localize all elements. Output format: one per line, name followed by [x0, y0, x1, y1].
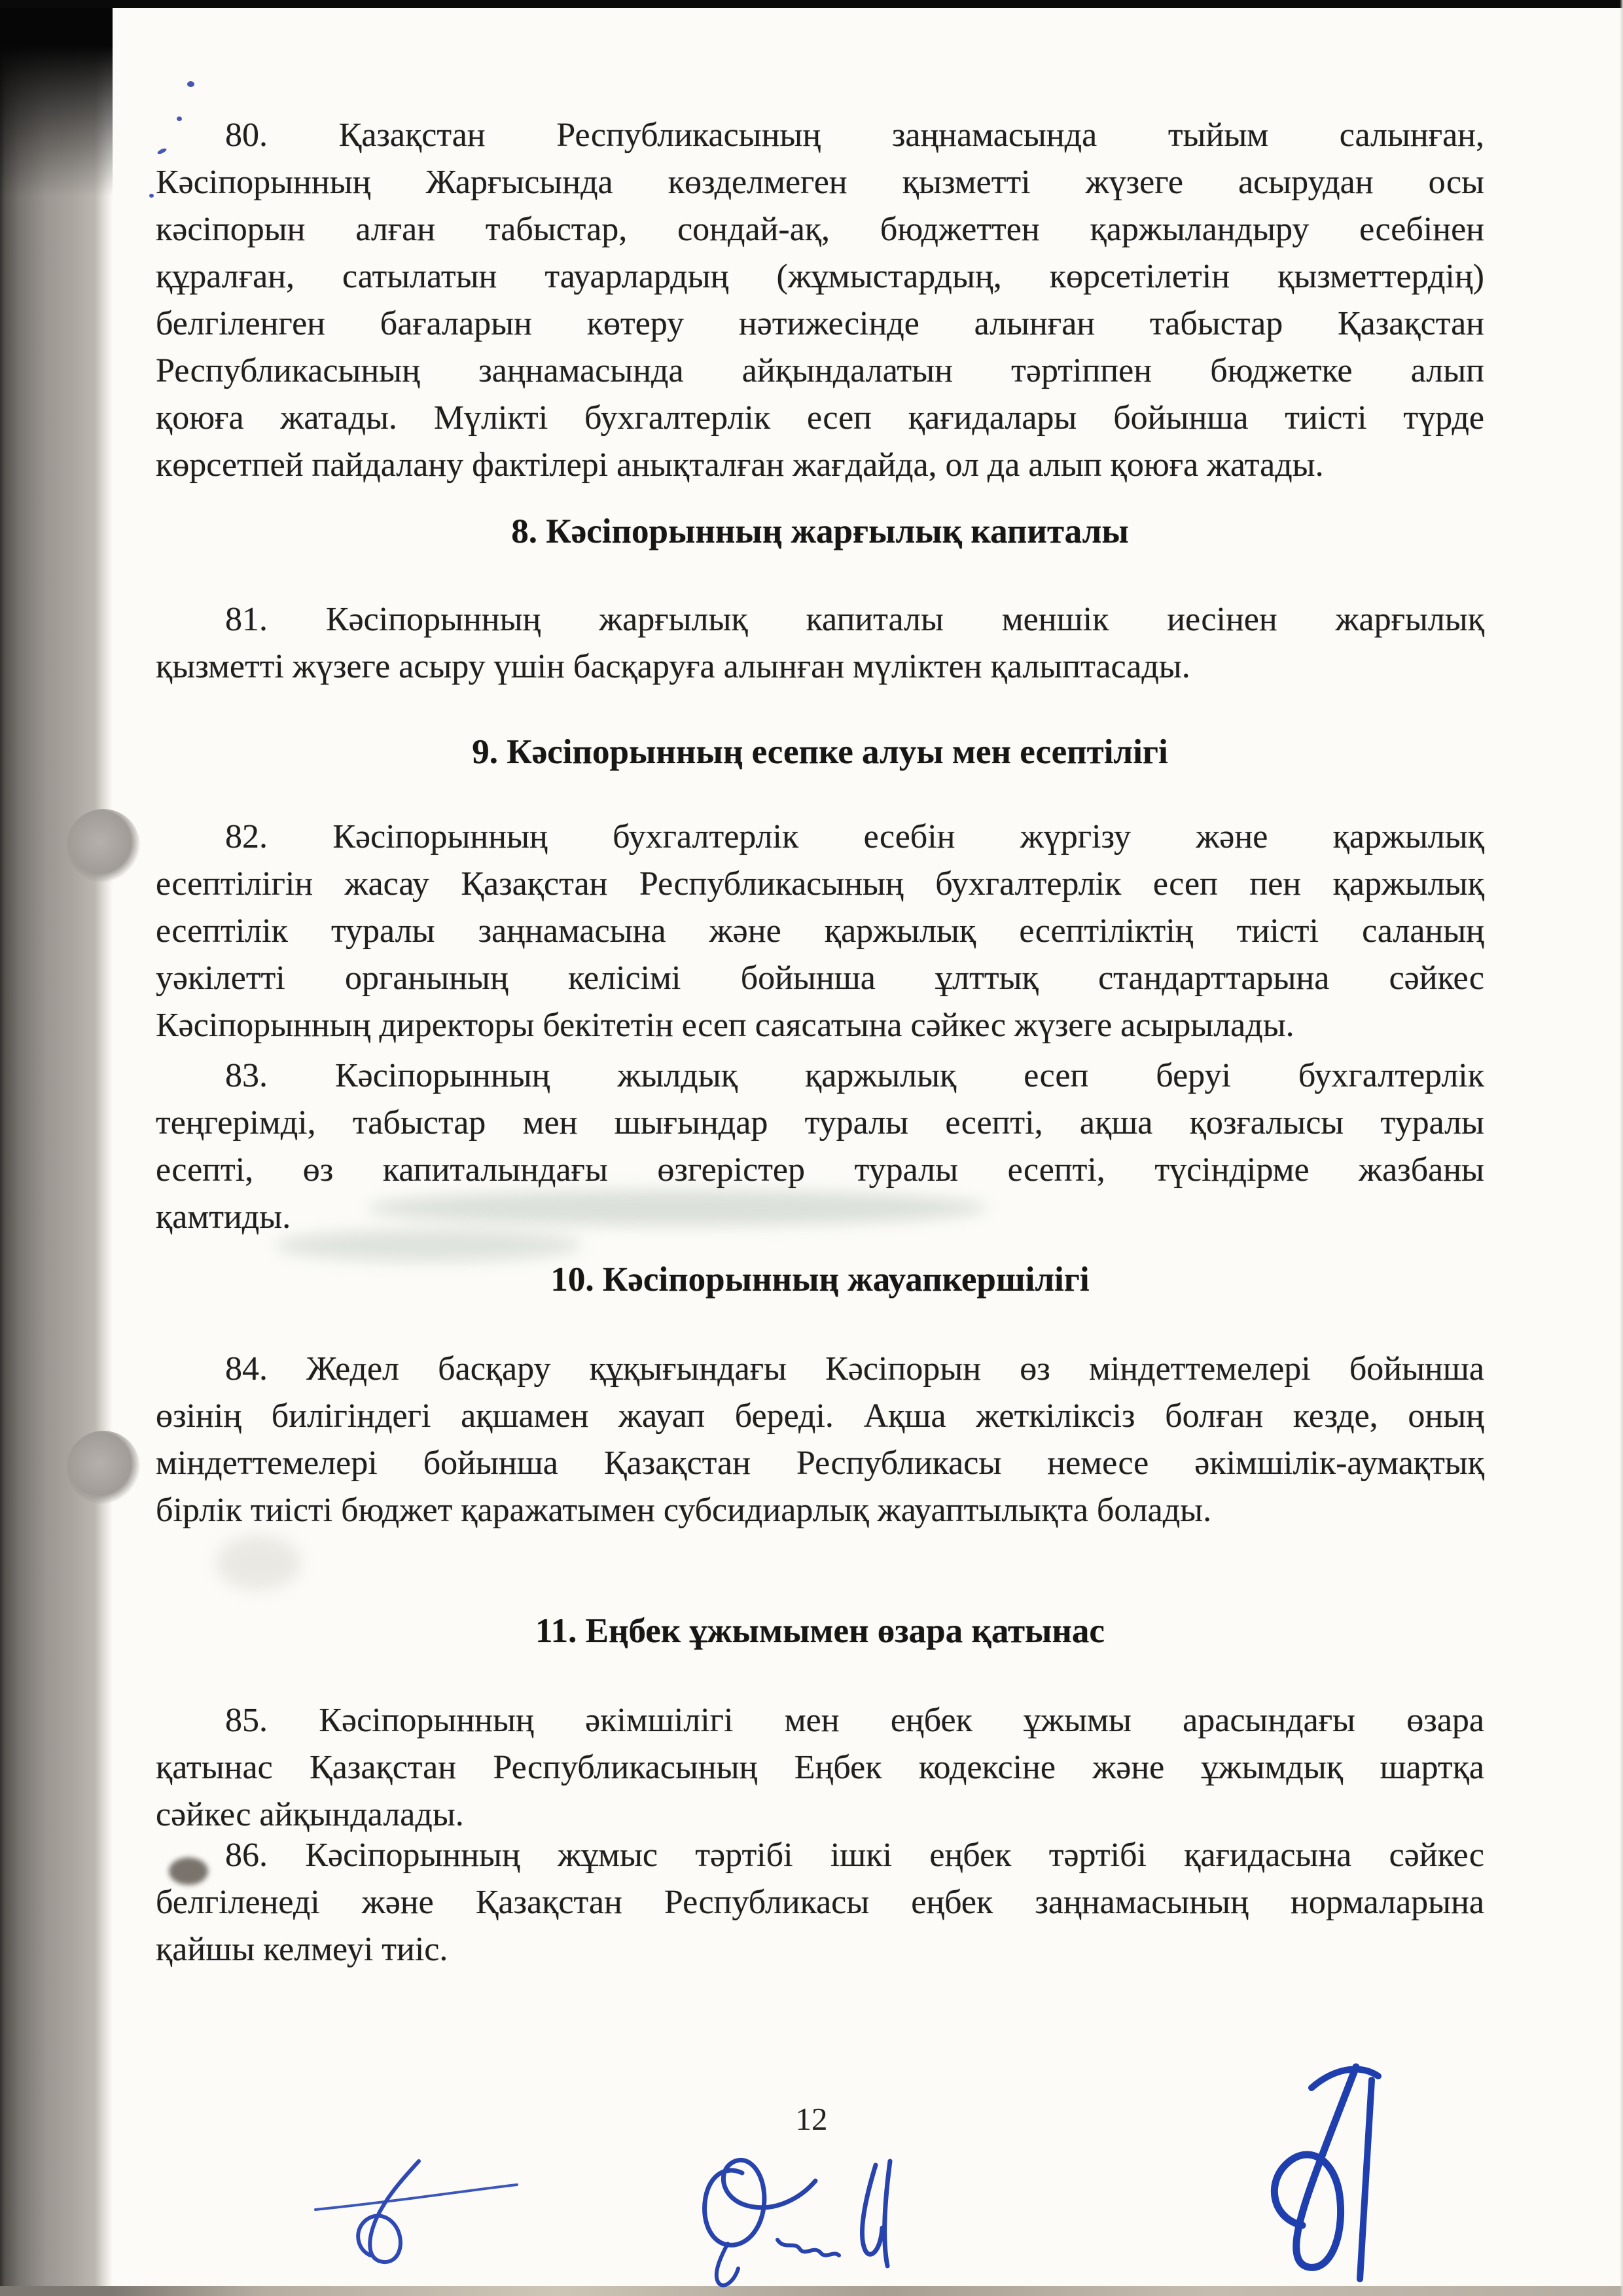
punch-hole-bottom: [67, 1431, 140, 1504]
paragraph-82: [156, 814, 1484, 1049]
signature-ink-right: [1216, 2059, 1416, 2288]
paragraph-80-line: белгіленген бағаларын көтеру нәтижесінде алынған табыстар Қазақстан: [156, 305, 1484, 342]
paragraph-80-line: Республикасының заңнамасында айқындалатын тәртіппен бюджетке алып: [156, 352, 1484, 389]
section-heading-9: 9. Кәсіпорынның есепке алуы мен есептілігі: [472, 733, 1168, 771]
paragraph-85: [156, 1697, 1484, 1839]
paragraph-83-line: қамтиды.: [156, 1198, 291, 1236]
section-heading-10: 10. Кәсіпорынның жауапкершілігі: [550, 1261, 1090, 1299]
paragraph-82-line: уәкілетті органының келісімі бойынша ұлттық стандарттарына сәйкес: [156, 960, 1484, 997]
paragraph-84-line: 84. Жедел басқару құқығындағы Кәсіпорын өз міндеттемелері бойынша: [225, 1350, 1484, 1388]
paragraph-81-line: қызметті жүзеге асыру үшін басқаруға алынған мүліктен қалыптасады.: [156, 648, 1190, 685]
paragraph-85-line: 85. Кәсіпорынның әкімшілігі мен еңбек ұжымы арасындағы өзара: [225, 1702, 1484, 1739]
paragraph-85-line: сәйкес айқындалады.: [156, 1796, 464, 1833]
paragraph-83-line: есепті, өз капиталындағы өзгерістер туралы есепті, түсіндірме жазбаны: [156, 1151, 1484, 1189]
scan-edge-band: [0, 0, 113, 2296]
paragraph-81: [156, 596, 1484, 691]
paragraph-80-line: кәсіпорын алған табыстар, сондай-ақ, бюджеттен қаржыландыру есебінен: [156, 211, 1484, 248]
paragraph-82-line: Кәсіпорынның директоры бекітетін есеп саясатына сәйкес жүзеге асырылады.: [156, 1007, 1294, 1044]
paragraph-80-line: құралған, сатылатын тауарлардың (жұмыстардың, көрсетілетін қызметтердің): [156, 258, 1484, 295]
paragraph-82-line: есептілігін жасау Қазақстан Республикасының бухгалтерлік есеп пен қаржылық: [156, 865, 1484, 903]
page-number: 12: [795, 2101, 828, 2137]
paragraph-86: [156, 1832, 1484, 1973]
paragraph-84-line: өзінің билігіндегі ақшамен жауап береді. Ақша жеткіліксіз болған кезде, оның: [156, 1397, 1484, 1435]
paragraph-83: [156, 1052, 1484, 1241]
paragraph-80-line: қоюға жатады. Мүлікті бухгалтерлік есеп қағидалары бойынша тиісті түрде: [156, 399, 1484, 437]
signature-ink-left: [306, 2152, 522, 2276]
paragraph-80-line: Кәсіпорынның Жарғысында көзделмеген қызметті жүзеге асырудан осы: [156, 164, 1484, 201]
paragraph-86-line: қайшы келмеуі тиіс.: [156, 1931, 448, 1968]
paragraph-84-line: бірлік тиісті бюджет қаражатымен субсидиарлық жауаптылықта болады.: [156, 1492, 1212, 1529]
document-text-block: [156, 0, 1484, 2296]
paragraph-84-line: міндеттемелері бойынша Қазақстан Республикасы немесе әкімшілік-аумақтық: [156, 1444, 1484, 1482]
paragraph-80-line: 80. Қазақстан Республикасының заңнамасында тыйым салынған,: [225, 117, 1484, 154]
paragraph-82-line: есептілік туралы заңнамасына және қаржылық есептіліктің тиісті саланың: [156, 912, 1484, 950]
paragraph-83-line: теңгерімді, табыстар мен шығындар туралы есепті, ақша қозғалысы туралы: [156, 1104, 1484, 1141]
paragraph-82-line: 82. Кәсіпорынның бухгалтерлік есебін жүргізу және қаржылық: [225, 818, 1484, 855]
paragraph-86-line: белгіленеді және Қазақстан Республикасы еңбек заңнамасының нормаларына: [156, 1884, 1484, 1921]
paragraph-80: [156, 112, 1484, 489]
paragraph-85-line: қатынас Қазақстан Республикасының Еңбек кодексіне және ұжымдық шартқа: [156, 1749, 1484, 1786]
paragraph-84: [156, 1346, 1484, 1534]
scan-edge-right: [1620, 0, 1623, 2296]
paragraph-80-line: көрсетпей пайдалану фактілері анықталған жағдайда, ол да алып қоюға жатады.: [156, 446, 1324, 484]
paragraph-81-line: 81. Кәсіпорынның жарғылық капиталы меншік иесінен жарғылық: [225, 601, 1484, 638]
paragraph-83-line: 83. Кәсіпорынның жылдық қаржылық есеп беруі бухгалтерлік: [225, 1057, 1484, 1094]
ink-speck: [149, 194, 154, 198]
paragraph-86-line: 86. Кәсіпорынның жұмыс тәртібі ішкі еңбек тәртібі қағидасына сәйкес: [225, 1837, 1484, 1874]
scan-edge-corner-shadow: [0, 0, 113, 209]
signature-ink-middle: [679, 2135, 912, 2292]
section-heading-8: 8. Кәсіпорынның жарғылық капиталы: [511, 512, 1129, 550]
section-heading-11: 11. Еңбек ұжымымен өзара қатынас: [535, 1612, 1105, 1650]
punch-hole-top: [67, 809, 140, 882]
